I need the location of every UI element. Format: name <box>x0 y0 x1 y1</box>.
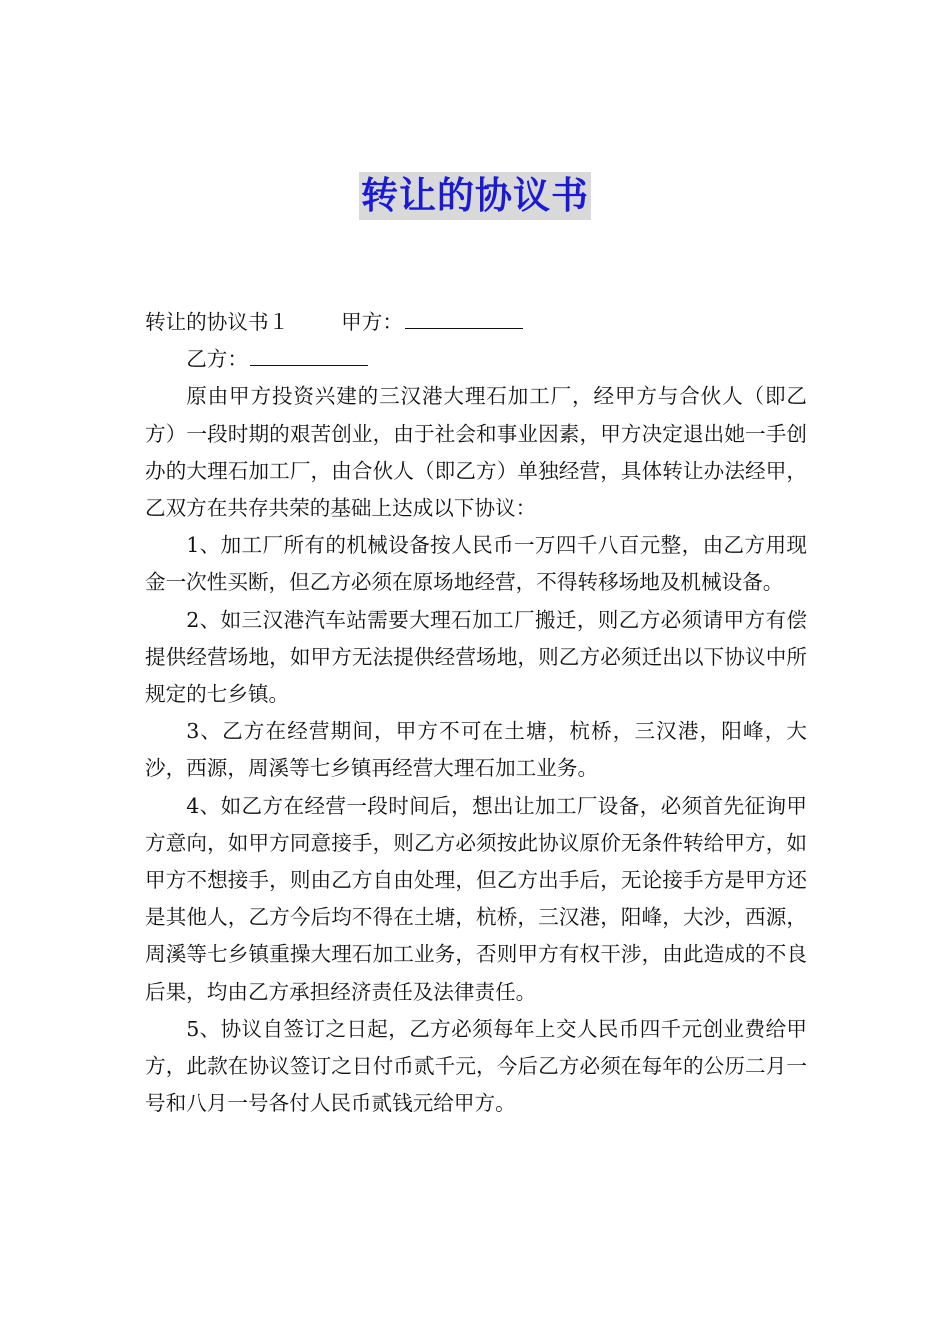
party-a-label: 甲方： <box>341 310 403 334</box>
party-b-blank <box>250 343 368 366</box>
header-line <box>145 304 807 341</box>
document-title: 转让的协议书 <box>359 172 591 220</box>
paragraph-clause-4: 4、如乙方在经营一段时间后，想出让加工厂设备，必须首先征询甲方意向，如甲方同意接手，则乙方必须按此协议原价无条件转给甲方，如甲方不想接手，则由乙方自由处理，但乙方出手后，无论接手方是甲方还是其他人，乙方今后均不得在土塘，杭桥，三汉港，阳峰，大沙，西源，周溪等七乡镇重操大理石加工业务，否则甲方有权干涉，由此造成的不良后果，均由乙方承担经济责任及法律责任。 <box>145 793 807 1004</box>
paragraph-clause-5: 5、协议自签订之日起，乙方必须每年上交人民币四千元创业费给甲方，此款在协议签订之日付币贰千元，今后乙方必须在每年的公历二月一号和八月一号各付人民币贰钱元给甲方。 <box>145 1016 807 1116</box>
party-a-blank <box>405 306 523 329</box>
title-container <box>0 172 950 220</box>
doc-label: 转让的协议书１ <box>145 310 290 334</box>
document-body <box>145 304 807 1122</box>
party-b-line <box>145 341 807 378</box>
paragraph-clause-3: 3、乙方在经营期间，甲方不可在土塘，杭桥，三汉港，阳峰，大沙，西源，周溪等七乡镇再经营大理石加工业务。 <box>145 719 807 781</box>
paragraph-clause-1: 1、加工厂所有的机械设备按人民币一万四千八百元整，由乙方用现金一次性买断，但乙方必须在原场地经营，不得转移场地及机械设备。 <box>145 533 807 595</box>
paragraph-clause-2: 2、如三汉港汽车站需要大理石加工厂搬迁，则乙方必须请甲方有偿提供经营场地，如甲方无法提供经营场地，则乙方必须迁出以下协议中所规定的七乡镇。 <box>145 607 807 707</box>
paragraph-intro: 原由甲方投资兴建的三汉港大理石加工厂，经甲方与合伙人（即乙方）一段时期的艰苦创业，由于社会和事业因素，甲方决定退出她一手创办的大理石加工厂，由合伙人（即乙方）单独经营，具体转让办法经甲，乙双方在共存共荣的基础上达成以下协议： <box>145 384 807 521</box>
party-b-label: 乙方： <box>186 347 248 372</box>
